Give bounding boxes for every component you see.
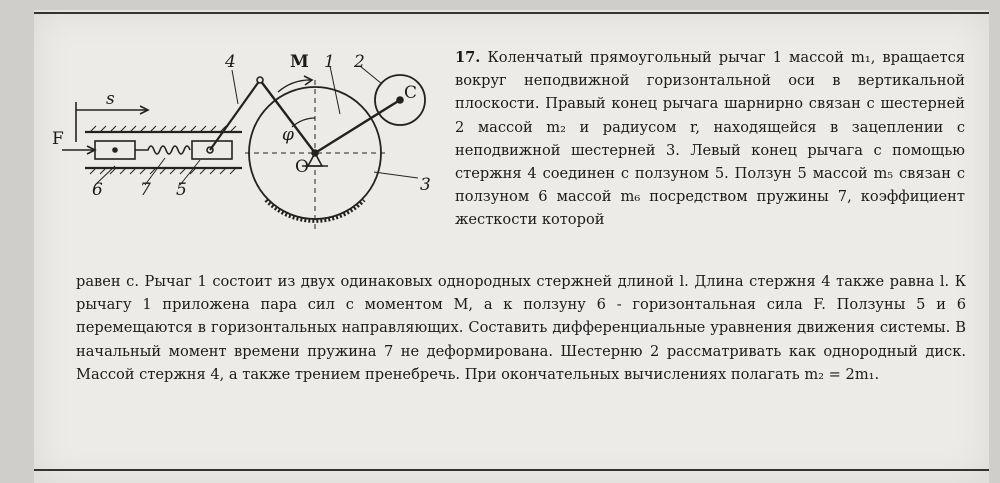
label-1: 1 [324, 52, 335, 72]
label-M: M [290, 52, 309, 72]
label-C: C [404, 83, 418, 103]
problem-text-bottom: равен c. Рычаг 1 состоит из двух одинаковых однородных стержней длиной l. Длина стержня 4 также равна l. К рычагу 1 приложена пара сил с моментом M, а к ползуну 6 - горизонтальная сила F. Ползуны 5 и 6 перемещаются в горизонтальных направляющих. Составить дифференциальные уравнения движения системы. В начальный момент времени пружина 7 не деформирована. Шестерню 2 рассматривать как однородный диск. Массой стержня 4, а также трением пренебречь. При окончательных вычислениях полагать m₂ = 2m₁. [76, 273, 966, 383]
problem-number: 17. [455, 49, 481, 66]
lever-joint-pin [257, 77, 263, 83]
leader-4 [232, 70, 238, 104]
label-3: 3 [420, 175, 431, 195]
problem-text-top-body: Коленчатый прямоугольный рычаг 1 массой m₁, вращается вокруг неподвижной горизонтальной оси в вертикальной плоскости. Правый конец рычага шарнирно связан с шестерней 2 массой m₂ и радиусом r, находящейся в зацеплении с неподвижной шестерней 3. Левый конец рычага с помощью стержня 4 соединен с ползуном 5. Ползун 5 массой m₅ связан с ползуном 6 массой m₆ посредством пружины 7, коэффициент жесткости которой [455, 49, 965, 229]
label-5: 5 [176, 180, 187, 200]
slider-6-dot [113, 148, 117, 152]
label-phi: φ [282, 125, 294, 145]
top-rule [34, 12, 989, 14]
gear-2-center [397, 97, 403, 103]
label-4: 4 [225, 52, 236, 72]
label-2: 2 [354, 52, 365, 72]
bottom-rule [34, 469, 989, 471]
label-s: s [106, 89, 115, 109]
lever-1-right-arm [315, 100, 400, 153]
label-F: F [52, 129, 64, 149]
label-6: 6 [92, 180, 103, 200]
mechanism-figure [40, 40, 480, 275]
label-O: O [295, 157, 309, 177]
pivot-o [312, 150, 318, 156]
label-7: 7 [140, 180, 151, 200]
problem-text-top [455, 46, 965, 232]
leader-3 [374, 172, 418, 178]
rod-4 [210, 80, 260, 150]
slider-5 [192, 141, 232, 159]
spring-7 [135, 146, 190, 154]
